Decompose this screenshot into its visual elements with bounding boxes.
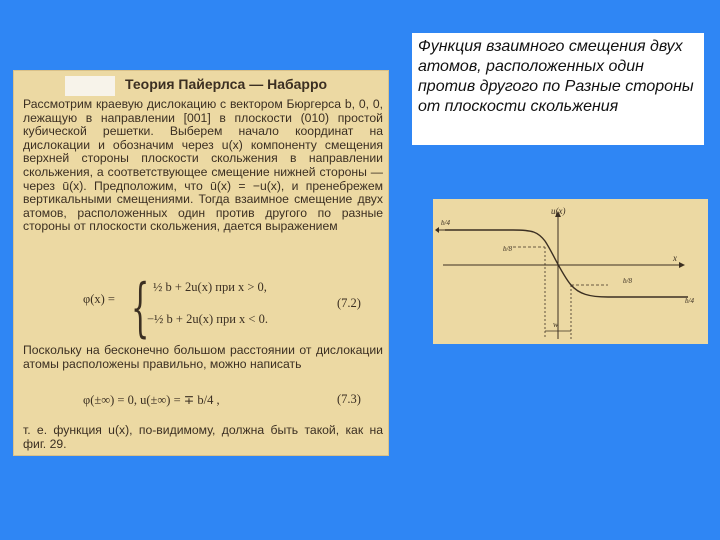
x-axis-arrow <box>679 262 685 268</box>
upper-mark-label: b/8 <box>503 245 512 253</box>
lower-mark-label: b/8 <box>623 277 632 285</box>
equation-number-73: (7.3) <box>337 392 361 406</box>
axis-x-label: x <box>673 253 677 263</box>
displacement-graph <box>433 199 708 344</box>
equation-case-negative: −½ b + 2u(x) при x < 0. <box>147 312 268 326</box>
equation-number-72: (7.2) <box>337 296 361 310</box>
left-level-label: b/4 <box>441 219 450 227</box>
scanned-page <box>13 70 389 456</box>
paragraph-intro: Рассмотрим краевую дислокацию с вектором Бюргерса b, 0, 0, лежащую в направлении [001] в плоскости (010) простой кубической решетки. Выберем начало координат на дислокации и обозначим через u(x) компоненту смещения верхней стороны плоскости скольжения в направлении скольжения, а соответствующее смещение нижней стороны — через ū(x). Предположим, что ū(x) = −u(x), и пренебрежем вертикальными смещениями. Тогда взаимное смещение двух атомов, расположенных один против другого по разные стороны от плоскости скольжения, дается выражением <box>23 97 383 234</box>
right-level-label: b/4 <box>685 297 694 305</box>
graph-svg <box>433 199 708 344</box>
displacement-curve <box>445 230 688 297</box>
left-level-arrowhead <box>435 227 439 233</box>
equation-boundary: φ(±∞) = 0, u(±∞) = ∓ b/4 , <box>83 393 220 407</box>
paragraph-boundary: Поскольку на бесконечно большом расстоянии от дислокации атомы расположены правильно, можно написать <box>23 343 383 371</box>
paragraph-conclusion: т. е. функция u(x), по-видимому, должна быть такой, как на фиг. 29. <box>23 423 383 451</box>
section-number-patch <box>65 76 115 96</box>
section-heading: Теория Пайерлса — Набарро <box>125 76 328 92</box>
equation-lhs: φ(x) = <box>83 292 115 306</box>
equation-brace: { <box>131 271 150 345</box>
equation-case-positive: ½ b + 2u(x) при x > 0, <box>153 280 267 294</box>
caption-note: Функция взаимного смещения двух атомов, расположенных один против другого по Разные стороны от плоскости скольжения <box>412 33 704 145</box>
width-label: w <box>553 320 559 329</box>
axis-y-label: u(x) <box>551 206 566 216</box>
